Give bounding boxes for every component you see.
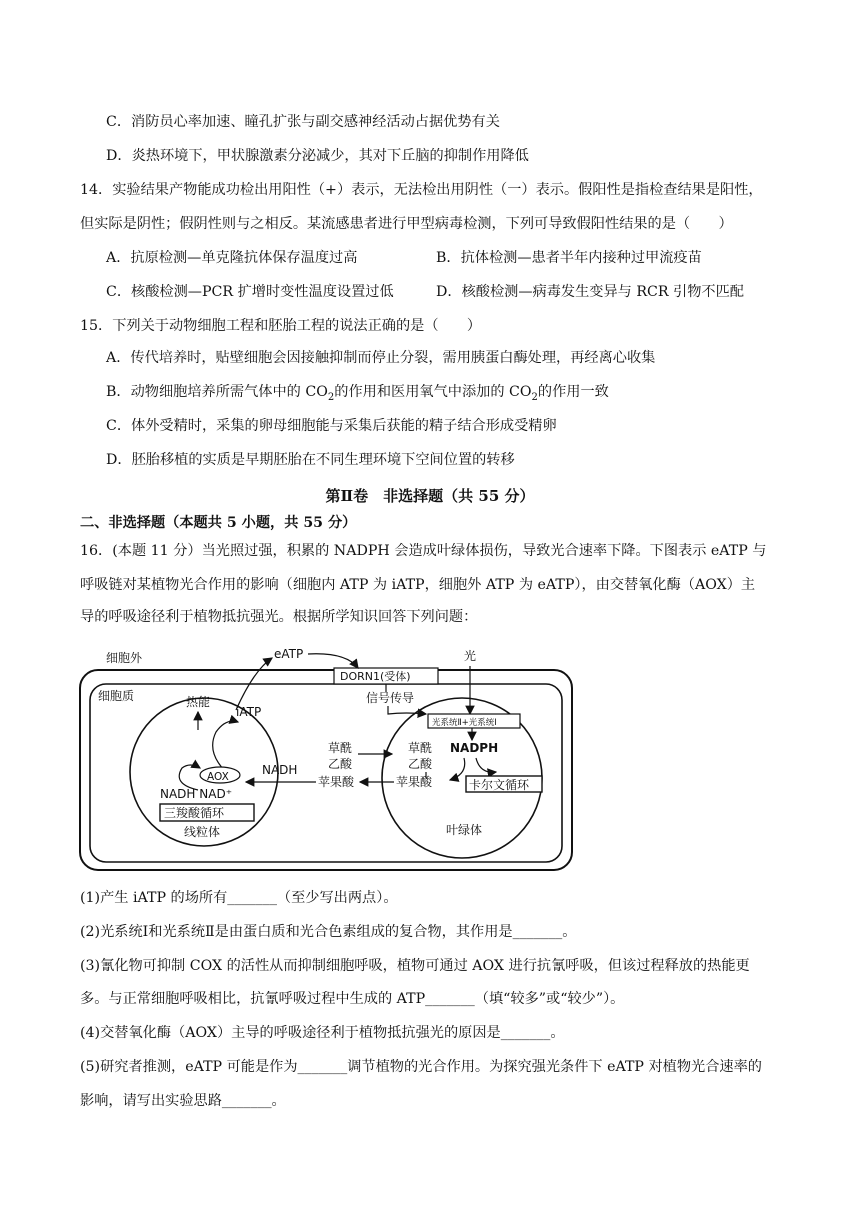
label-heat: 热能	[186, 695, 211, 709]
arrow-aox-iatp	[213, 721, 238, 772]
q14-stem-line1: 14．实验结果产物能成功检出用阳性（+）表示，无法检出用阴性（一）表示。假阳性是指检查结果是阳性，	[80, 182, 763, 198]
q16-sub2: (2)光系统Ⅰ和光系统Ⅱ是由蛋白质和光合色素组成的复合物，其作用是_______。	[80, 924, 577, 940]
label-calvin: 卡尔文循环	[469, 778, 530, 792]
label-malate-chloro: 苹果酸	[396, 775, 433, 789]
label-outside: 细胞外	[106, 651, 143, 665]
q16-sub5-line1: (5)研究者推测，eATP 可能是作为_______调节植物的光合作用。为探究强光条件下 eATP 对植物光合速率的	[80, 1059, 762, 1075]
q16-stem-line3: 导的呼吸途径利于植物抵抗强光。根据所学知识回答下列问题：	[80, 609, 478, 625]
q14-option-c: C．核酸检测—PCR 扩增时变性温度设置过低	[106, 284, 394, 300]
label-receptor: DORN1(受体)	[340, 670, 411, 683]
label-malate-cyto: 苹果酸	[318, 775, 355, 789]
q13-option-d: D．炎热环境下，甲状腺激素分泌减少，其对下丘脑的抑制作用降低	[106, 148, 529, 164]
label-nadh-nad: NADH NAD⁺	[160, 787, 233, 801]
label-oxalo-cyto-2: 乙酸	[328, 757, 353, 771]
label-tca: 三羧酸循环	[164, 806, 225, 820]
label-nadh: NADH	[262, 763, 298, 777]
label-nadph: NADPH	[450, 741, 499, 755]
label-photosystem: 光系统Ⅱ+光系统Ⅰ	[432, 718, 497, 728]
label-oxalo-cyto-1: 草酰	[328, 741, 353, 755]
label-oxalo-chloro-1: 草酰	[408, 741, 433, 755]
q14-option-a: A．抗原检测—单克隆抗体保存温度过高	[106, 250, 358, 266]
q16-sub5-line2: 影响，请写出实验思路_______。	[80, 1093, 286, 1109]
label-oxalo-chloro-2: 乙酸	[408, 757, 433, 771]
label-aox: AOX	[207, 771, 229, 783]
label-eatp: eATP	[274, 647, 304, 661]
label-signal: 信号传导	[366, 691, 415, 705]
q13-option-c: C．消防员心率加速、瞳孔扩张与副交感神经活动占据优势有关	[106, 114, 500, 130]
q16-stem-line1: 16．(本题 11 分）当光照过强，积累的 NADPH 会造成叶绿体损伤，导致光合速率下降。下图表示 eATP 与	[80, 543, 767, 559]
arrow-eatp-receptor	[308, 654, 358, 668]
q14-option-b: B．抗体检测—患者半年内接种过甲流疫苗	[436, 250, 702, 266]
q15-option-b: B．动物细胞培养所需气体中的 $CO_2$的作用和医用氧气中添加的 $CO_2$的作用一致	[106, 384, 609, 403]
label-chloroplast: 叶绿体	[446, 823, 483, 837]
label-light: 光	[464, 649, 477, 663]
q15-option-c: C．体外受精时，采集的卵母细胞能与采集后获能的精子结合形成受精卵	[106, 418, 557, 434]
label-iatp: iATP	[236, 705, 262, 719]
q15-option-a: A．传代培养时，贴壁细胞会因接触抑制而停止分裂，需用胰蛋白酶处理，再经离心收集	[106, 350, 656, 366]
q16-stem-line2: 呼吸链对某植物光合作用的影响（细胞内 ATP 为 iATP，细胞外 ATP 为 eATP），由交替氧化酶（AOX）主	[80, 577, 756, 593]
q14-stem-line2: 但实际是阴性；假阴性则与之相反。某流感患者进行甲型病毒检测，下列可导致假阳性结果的是（ ）	[80, 216, 733, 232]
q16-sub1: (1)产生 iATP 的场所有_______（至少写出两点）。	[80, 890, 398, 906]
cytoplasm-boundary	[90, 684, 562, 862]
cell-outer-boundary	[80, 670, 572, 870]
arrow-nadph-calvin	[476, 758, 496, 772]
q15-stem: 15．下列关于动物细胞工程和胚胎工程的说法正确的是（ ）	[80, 318, 482, 334]
cell-pathway-diagram	[76, 640, 576, 872]
q16-sub3-line2: 多。与正常细胞呼吸相比，抗氰呼吸过程中生成的 ATP_______（填“较多”或“较少”）。	[80, 991, 625, 1007]
q15-option-d: D．胚胎移植的实质是早期胚胎在不同生理环境下空间位置的转移	[106, 452, 515, 468]
label-cytoplasm: 细胞质	[98, 689, 135, 703]
q14-option-d: D．核酸检测—病毒发生变异与 RCR 引物不匹配	[436, 284, 744, 300]
label-mitochondrion: 线粒体	[184, 825, 221, 839]
q16-sub4: (4)交替氧化酶（AOX）主导的呼吸途径利于植物抵抗强光的原因是_______。	[80, 1025, 565, 1041]
part2-title: 第Ⅱ卷 非选择题（共 55 分）	[325, 487, 535, 505]
part2-heading: 二、非选择题（本题共 5 小题，共 55 分）	[80, 515, 357, 531]
q16-sub3-line1: (3)氰化物可抑制 COX 的活性从而抑制细胞呼吸，植物可通过 AOX 进行抗氰呼吸，但该过程释放的热能更	[80, 958, 750, 974]
arrow-nadph-malate	[450, 758, 465, 780]
